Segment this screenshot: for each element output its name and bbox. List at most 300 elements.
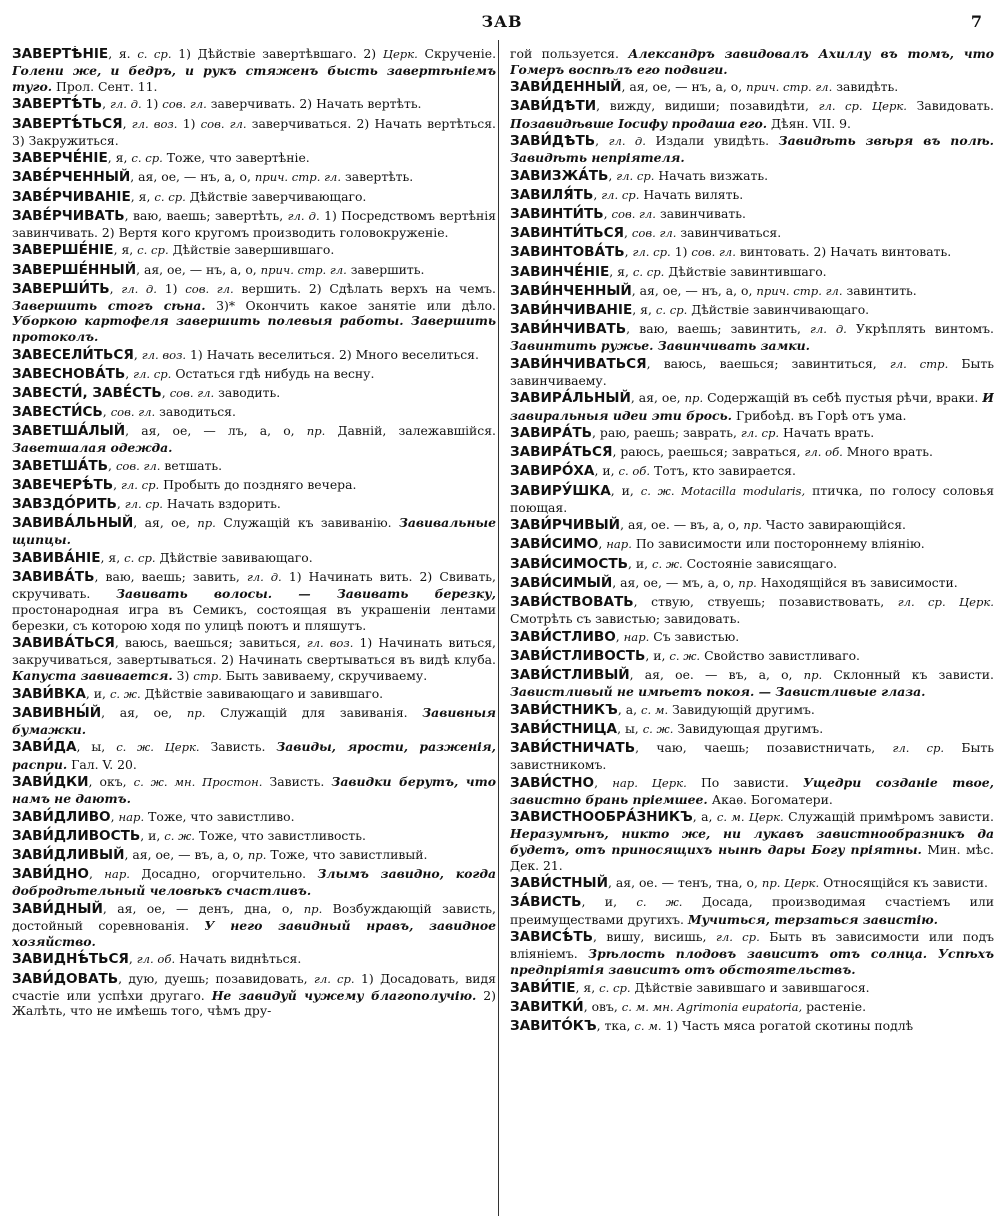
- definition-text: заводиться.: [155, 404, 236, 419]
- headword: ЗАВЕТША́ЛЫЙ: [12, 423, 126, 440]
- headword: ЗАВИ́ДНЫЙ: [12, 901, 103, 917]
- grammar-label: с. ср.: [655, 302, 688, 317]
- example-text: Мучиться, терзаться завистію.: [687, 911, 938, 927]
- grammar-label: гл. д.: [287, 208, 320, 223]
- grammar-label: гл. д.: [810, 321, 847, 336]
- grammar-label: гл. ср.: [616, 168, 655, 183]
- headword: ЗАВЕРШЕ́ННЫЙ: [12, 261, 137, 278]
- definition-text: ,: [608, 167, 617, 183]
- definition-text: Смотрѣть съ завистью; завидовать.: [510, 610, 741, 626]
- definition-text: ,: [603, 206, 612, 222]
- definition-text: Тоже, что завистливый.: [266, 847, 428, 863]
- headword: ЗАВИ́СИМО: [510, 536, 599, 553]
- grammar-label: прич. стр. гл.: [756, 283, 843, 298]
- definition-text: Начать врать.: [779, 425, 875, 441]
- definition-text: Зависть.: [199, 739, 277, 755]
- grammar-label: пр.: [684, 391, 704, 406]
- definition-text: Служащій для завиванія.: [205, 704, 423, 720]
- dictionary-entry: [12, 96, 496, 113]
- definition-text: Гал. V. 20.: [67, 756, 137, 772]
- dictionary-entry: [510, 536, 994, 553]
- dictionary-entry: [510, 390, 994, 423]
- example-text: Неразумѣнъ, никто же, ни лукавъ завистнообразникъ да будетъ, отъ приносящихъ нынѣ дары Богу пріятны.: [510, 826, 994, 857]
- dictionary-entry: [510, 740, 994, 773]
- dictionary-entry: [510, 264, 994, 281]
- grammar-label: с. об.: [618, 464, 651, 479]
- dictionary-entry: [12, 705, 496, 738]
- headword: ЗАВИЗЖА́ТЬ: [510, 167, 609, 184]
- headword: ЗАВЕРШИ́ТЬ: [12, 280, 110, 297]
- definition-text: , чаю, чаешь; позавистничать,: [635, 739, 893, 755]
- headword: ЗАВИ́ДѢТЬ: [510, 133, 596, 150]
- headword: ЗАВЕРТѢ́ТЬ: [12, 96, 103, 113]
- headword: ЗАВИ́СИМОСТЬ: [510, 555, 628, 572]
- headword: ЗАВИНТИ́ТЬСЯ: [510, 225, 625, 242]
- grammar-label: с. ж.: [636, 895, 683, 910]
- headword: ЗАВИ́СТЛИВО: [510, 628, 616, 645]
- grammar-label: с. ср.: [131, 151, 163, 166]
- headword: ЗАВИ́СТНО: [510, 774, 595, 791]
- headword: ЗАВИРО́ХА: [510, 463, 595, 480]
- definition-text: 3): [172, 667, 194, 683]
- grammar-label: с. ж. Церк.: [116, 740, 200, 755]
- grammar-label: гл. воз.: [141, 347, 187, 362]
- headword: ЗАВЕТША́ТЬ: [12, 457, 109, 474]
- definition-text: , я,: [107, 150, 132, 166]
- grammar-label: пр.: [306, 424, 326, 439]
- definition-text: , и,: [140, 828, 165, 843]
- example-text: Завиды, ярости, разженія, распри.: [12, 739, 496, 772]
- definition-text: 1): [177, 115, 201, 131]
- definition-text: Быть въ зависимости или подъ вліяніемъ.: [510, 929, 994, 962]
- dictionary-entry: [12, 477, 496, 494]
- grammar-label: гл. д.: [110, 97, 142, 112]
- definition-text: ,: [593, 187, 602, 202]
- headword: ЗАВИВА́ТЬСЯ: [12, 635, 115, 652]
- headword: ЗАВИ́ТІЕ: [510, 979, 576, 996]
- grammar-label: с. ж.: [669, 648, 701, 663]
- dictionary-entry: [510, 702, 994, 719]
- headword: ЗАВИ́СТЛИВОСТЬ: [510, 647, 646, 664]
- dictionary-entry: [510, 168, 994, 185]
- dictionary-entry: [510, 875, 994, 892]
- dictionary-entry: [12, 366, 496, 383]
- grammar-label: Церк.: [382, 47, 418, 61]
- dictionary-entry: [12, 150, 496, 167]
- running-head: ЗАВ: [481, 12, 523, 31]
- headword: ЗАВЕСТИ́, ЗАВЕ́СТЬ: [12, 384, 162, 401]
- definition-text: По зависти.: [686, 774, 803, 790]
- dictionary-entry: [510, 79, 994, 96]
- headword: ЗАВИНТИ́ТЬ: [510, 206, 604, 223]
- dictionary-entry: [510, 46, 994, 77]
- grammar-label: нар.: [104, 867, 130, 882]
- example-text: Александръ завидовалъ Ахиллу въ томъ, что Гомеръ воспѣлъ его подвиги.: [510, 46, 994, 77]
- definition-text: Находящійся въ зависимости.: [756, 574, 958, 590]
- definition-text: завинчивать.: [656, 206, 746, 222]
- headword: ЗАВЕСНОВА́ТЬ: [12, 365, 126, 382]
- dictionary-entry: [510, 302, 994, 319]
- grammar-label: сов. гл.: [169, 385, 215, 400]
- definition-text: , ваю, ваешь; завить,: [94, 569, 247, 585]
- definition-text: , раюсь, раешься; завраться,: [612, 444, 805, 460]
- example-text: Завивать волосы. — Завивать березку,: [116, 586, 496, 602]
- definition-text: ,: [125, 365, 134, 381]
- definition-text: Завидующій другимъ.: [668, 701, 815, 717]
- dictionary-entry: [12, 496, 496, 513]
- definition-text: Часто завирающійся.: [761, 517, 906, 533]
- headword: ЗАВИ́СТВОВАТЬ: [510, 593, 634, 610]
- grammar-label: гл. д.: [121, 281, 157, 296]
- headword: ЗАВИРА́ТЬ: [510, 425, 593, 442]
- dictionary-entry: [12, 866, 496, 899]
- headword: ЗАВИ́СТНИЧАТЬ: [510, 739, 636, 756]
- grammar-label: с. ж.: [642, 721, 674, 736]
- definition-text: Склонный къ зависти.: [822, 666, 994, 682]
- definition-text: ,: [128, 951, 137, 967]
- definition-text: , ваюсь, ваешься; завинтиться,: [646, 355, 890, 371]
- grammar-label: сов. гл.: [185, 281, 234, 296]
- dictionary-entry: [12, 116, 496, 149]
- definition-text: ,: [161, 384, 170, 400]
- definition-text: , и,: [594, 463, 619, 479]
- grammar-label: пр. Церк.: [761, 876, 820, 891]
- grammar-label: сов. гл.: [691, 245, 736, 260]
- dictionary-entry: [510, 444, 994, 461]
- example-text: Завистливый не имѣетъ покоя. — Завистливые глаза.: [510, 683, 926, 699]
- dictionary-entry: [510, 244, 994, 261]
- headword: ЗАВИДНѢ́ТЬСЯ: [12, 951, 129, 968]
- definition-text: Начать визжать.: [654, 167, 769, 183]
- headword: ЗАВИВА́ЛЬНЫЙ: [12, 515, 134, 532]
- definition-text: , вишу, висишь,: [592, 929, 716, 945]
- dictionary-entry: [12, 828, 496, 845]
- definition-text: , ая, ое,: [133, 515, 198, 531]
- dictionary-entry: [510, 929, 994, 977]
- definition-text: Дѣйствіе завивающаго.: [155, 550, 313, 565]
- grammar-label: гл. воз.: [131, 116, 178, 131]
- definition-text: , ая, ое, — денъ, дна, о,: [102, 901, 304, 916]
- dictionary-entry: [12, 169, 496, 186]
- dictionary-entry: [510, 1018, 994, 1035]
- definition-text: , ая, ое, — нъ, а, о,: [621, 79, 747, 95]
- definition-text: Дѣйствіе завинтившаго.: [664, 263, 827, 279]
- definition-text: , а,: [617, 701, 641, 717]
- definition-text: 1) Досадовать, видя счастіе или успѣхи другаго.: [12, 970, 496, 1003]
- grammar-label: с. ср.: [154, 189, 186, 204]
- grammar-label: с. ж.: [109, 686, 141, 701]
- definition-text: 1): [141, 96, 163, 112]
- dictionary-entry: [12, 458, 496, 475]
- dictionary-entry: [510, 648, 994, 665]
- definition-text: простонародная игра въ Семикъ, состоящая въ украшеніи лентами березки, съ которою ходя по улицѣ поютъ и пляшутъ.: [12, 601, 496, 633]
- grammar-label: пр.: [303, 902, 323, 916]
- definition-text: Возбуждающій зависть, достойный соревнованія.: [12, 901, 496, 934]
- definition-text: Тотъ, кто завирается.: [650, 463, 796, 479]
- definition-text: Служащій къ завиванію.: [215, 515, 399, 531]
- dictionary-entry: [510, 98, 994, 131]
- example-text: Заветшалая одежда.: [12, 440, 173, 456]
- headword: ЗАВИ́ДА: [12, 739, 77, 756]
- headword: ЗАВИНТОВА́ТЬ: [510, 244, 625, 261]
- grammar-label: гл. ср.: [121, 478, 160, 492]
- definition-text: Тоже, что завистливость.: [194, 828, 366, 843]
- page-number: 7: [970, 12, 982, 31]
- dictionary-entry: [12, 242, 496, 259]
- definition-text: Служащій примѣромъ зависти.: [783, 809, 994, 825]
- grammar-label: гл. об.: [804, 445, 843, 460]
- definition-text: 1) Начать веселиться. 2) Много веселиться.: [186, 346, 479, 362]
- right-column: [510, 46, 994, 1216]
- grammar-label: сов. гл.: [110, 405, 156, 419]
- dictionary-entry: [12, 208, 496, 241]
- definition-text: Начать вздорить.: [162, 496, 281, 512]
- dictionary-entry: [510, 463, 994, 480]
- headword: ЗАВИВА́ТЬ: [12, 569, 95, 586]
- definition-text: , окъ,: [88, 774, 134, 790]
- definition-text: ,: [122, 115, 132, 131]
- headword: ЗАВЕ́РЧИВАНІЕ: [12, 188, 131, 205]
- definition-text: Мин. мѣс. Дек. 21.: [510, 842, 994, 873]
- dictionary-entry: [12, 281, 496, 345]
- example-text: И завиральныя идеи эти брось.: [510, 390, 994, 423]
- dictionary-entry: [12, 262, 496, 279]
- definition-text: По зависимости или постороннему вліянію.: [631, 536, 925, 552]
- definition-text: 1) Начинать виться, закручиваться, завертываться. 2) Начинать свертываться въ видѣ клуба.: [12, 635, 496, 668]
- dictionary-entry: [510, 187, 994, 204]
- definition-text: ,: [109, 280, 122, 296]
- grammar-label: прич. стр. гл.: [746, 80, 833, 95]
- dictionary-entry: [510, 206, 994, 223]
- example-text: У него завидный нравъ, завидное хозяйство.: [12, 918, 496, 949]
- grammar-label: с. ср.: [124, 551, 156, 565]
- definition-text: ,: [133, 346, 142, 362]
- definition-text: заводить.: [214, 384, 281, 400]
- definition-text: Быть завиваему, скручиваему.: [221, 667, 428, 683]
- definition-text: , ая, ое, — лъ, а, о,: [125, 423, 307, 439]
- dictionary-entry: [12, 901, 496, 949]
- headword: ЗАВИРА́ТЬСЯ: [510, 444, 613, 461]
- headword: ЗАВИ́ВКА: [12, 685, 86, 702]
- definition-text: ,: [102, 96, 111, 112]
- definition-text: Дѣйствіе завившаго и завившагося.: [630, 979, 870, 995]
- definition-text: ветшать.: [160, 457, 223, 473]
- definition-text: Тоже, что завертѣніе.: [162, 150, 310, 166]
- headword: ЗАВИВА́НІЕ: [12, 550, 101, 566]
- example-text: Завивныя бумажки.: [12, 704, 496, 737]
- dictionary-entry: [510, 809, 994, 873]
- definition-text: , ая, ое, — нъ, а, о,: [631, 282, 757, 298]
- headword: ЗАВЕРТѢ́ТЬСЯ: [12, 115, 123, 132]
- grammar-label: нар.: [606, 537, 632, 552]
- headword: ЗАВИ́СТНЫЙ: [510, 875, 609, 892]
- dictionary-entry: [12, 385, 496, 402]
- definition-text: , и,: [610, 482, 641, 498]
- grammar-label: стр.: [193, 668, 222, 683]
- grammar-label: сов. гл.: [115, 458, 161, 473]
- definition-text: , я,: [113, 242, 138, 258]
- grammar-label: нар. Церк.: [612, 775, 687, 790]
- definition-text: , ы,: [617, 720, 643, 736]
- example-text: Голени же, и бедръ, и рукъ стяженъ бысть завертѣніемъ туго.: [12, 63, 496, 94]
- grammar-label: с. ср.: [137, 47, 172, 61]
- example-text: Не завидуй чужему благополучію.: [211, 987, 477, 1003]
- headword: ЗАВИРА́ЛЬНЫЙ: [510, 390, 631, 407]
- grammar-label: с. ж.: [164, 829, 195, 843]
- definition-text: 1) Часть мяса рогатой скотины подлѣ: [661, 1017, 914, 1033]
- left-column: [12, 46, 496, 1216]
- dictionary-entry: [12, 635, 496, 683]
- dictionary-entry: [12, 569, 496, 633]
- headword: ЗАВИ́НЧЕННЫЙ: [510, 282, 632, 299]
- definition-text: завертѣть.: [341, 169, 414, 185]
- headword: ЗАВИРУ́ШКА: [510, 482, 611, 499]
- definition-text: Дѣян. VII. 9.: [767, 115, 851, 131]
- definition-text: , я,: [100, 550, 125, 565]
- grammar-label: гл. ср. Церк.: [818, 99, 907, 114]
- grammar-label: гл. воз.: [306, 636, 354, 651]
- definition-text: Завидующая другимъ.: [673, 720, 824, 736]
- definition-text: Скрученіе.: [417, 46, 496, 61]
- example-text: Злымъ завидно, когда добродѣтельный человѣкъ счастливъ.: [12, 866, 496, 899]
- definition-text: , ая, ое, — мъ, а, о,: [612, 574, 739, 590]
- definition-text: , овъ,: [583, 998, 622, 1014]
- dictionary-entry: [510, 980, 994, 997]
- definition-text: , ствую, ствуешь; позавиствовать,: [633, 593, 898, 609]
- definition-text: Состояніе зависящаго.: [682, 555, 838, 571]
- headword: ЗАВИ́ДЛИВО: [12, 808, 111, 825]
- definition-text: ,: [108, 457, 116, 473]
- grammar-label: гл. стр.: [889, 356, 949, 371]
- definition-text: Остаться гдѣ нибудь на весну.: [171, 365, 375, 381]
- page-header: [0, 12, 1004, 36]
- definition-text: завинчиваться.: [676, 225, 782, 241]
- definition-text: Дѣйствіе завивающаго и завившаго.: [140, 685, 384, 701]
- grammar-label: сов. гл.: [611, 207, 656, 222]
- definition-text: , и,: [645, 647, 670, 663]
- definition-text: 1) Дѣйствіе завертѣвшаго. 2): [171, 46, 383, 61]
- grammar-label: гл. ср.: [632, 245, 671, 260]
- definition-text: Завидовать.: [906, 98, 994, 114]
- headword: ЗАВИВНЫ́Й: [12, 704, 102, 721]
- definition-text: Съ завистью.: [649, 628, 740, 644]
- definition-text: , ая, ое, — нъ, а, о,: [130, 169, 255, 185]
- grammar-label: с. м.: [640, 702, 669, 717]
- grammar-label: пр.: [743, 518, 762, 533]
- definition-text: Быть завинчиваему.: [510, 355, 994, 388]
- definition-text: вершить. 2) Сдѣлать верхъ на чемъ.: [233, 280, 496, 296]
- definition-text: Пробыть до поздняго вечера.: [159, 477, 357, 492]
- grammar-label: с. ж. мн. Простон.: [133, 775, 263, 790]
- grammar-label: гл. об.: [136, 952, 176, 967]
- headword: ЗАВИСТНООБРА́ЗНИКЪ: [510, 809, 693, 826]
- definition-text: , вижду, видиши; позавидѣти,: [596, 98, 819, 114]
- definition-text: Прол. Сент. 11.: [52, 78, 158, 94]
- headword: ЗАВИ́НЧИВАТЬ: [510, 320, 627, 337]
- definition-text: Досадно, огорчительно.: [129, 866, 318, 882]
- dictionary-entry: [12, 404, 496, 421]
- dictionary-entry: [510, 894, 994, 927]
- grammar-label: гл. ср. Церк.: [897, 594, 994, 609]
- headword: ЗАВИТО́КЪ: [510, 1017, 597, 1034]
- dictionary-entry: [510, 999, 994, 1016]
- grammar-label: прич. стр. гл.: [260, 262, 347, 277]
- dictionary-entry: [510, 721, 994, 738]
- headword: ЗАВЕ́РЧЕННЫЙ: [12, 169, 131, 186]
- grammar-label: с. м. мн. Agrimonia eupatoria,: [621, 999, 803, 1014]
- definition-text: , ая, ое, — нъ, а, о,: [136, 261, 261, 277]
- dictionary-entry: [510, 594, 994, 627]
- definition-text: , раю, раешь; заврать,: [592, 425, 741, 441]
- definition-text: гой пользуется.: [510, 46, 629, 61]
- grammar-label: сов. гл.: [200, 116, 247, 131]
- definition-text: 1) Начинать вить. 2) Свивать, скручивать.: [12, 569, 496, 602]
- definition-text: Много врать.: [842, 444, 933, 460]
- definition-text: заверчиваться. 2) Начать вертѣться. 3) Закружиться.: [12, 115, 496, 148]
- definition-text: завидѣть.: [832, 79, 899, 95]
- definition-text: Быть завистникомъ.: [510, 739, 994, 772]
- dictionary-entry: [510, 483, 994, 516]
- headword: ЗАВИ́ДЛИВОСТЬ: [12, 828, 141, 844]
- definition-text: ,: [116, 496, 125, 512]
- definition-text: завинтить.: [842, 282, 917, 298]
- grammar-label: гл. ср.: [716, 930, 760, 945]
- definition-text: ,: [624, 225, 632, 241]
- definition-text: Издали увидѣть.: [645, 133, 779, 149]
- dictionary-entry: [12, 686, 496, 703]
- dictionary-entry: [510, 321, 994, 354]
- example-text: Ущедри созданіе твое, завистно брань пріемшее.: [510, 774, 994, 807]
- grammar-label: нар.: [118, 809, 145, 824]
- definition-text: завершить.: [346, 261, 425, 277]
- grammar-label: с. ж. Motacilla modularis,: [640, 483, 806, 498]
- definition-text: Начать виднѣться.: [175, 951, 302, 967]
- dictionary-entry: [12, 971, 496, 1019]
- dictionary-entry: [12, 423, 496, 456]
- headword: ЗАВИСѢ́ТЬ: [510, 929, 593, 946]
- definition-text: 1): [156, 280, 186, 296]
- definition-text: , я,: [130, 188, 155, 204]
- example-text: Зрѣлость плодовъ зависитъ отъ солнца. Успѣхъ предпріятія зависитъ отъ обстоятельствъ.: [510, 946, 994, 977]
- grammar-label: пр.: [186, 705, 206, 720]
- grammar-label: гл. ср.: [740, 426, 780, 441]
- grammar-label: нар.: [623, 629, 650, 644]
- grammar-label: с. ср.: [599, 980, 631, 995]
- example-text: Завершить стогъ сѣна.: [12, 297, 206, 313]
- example-text: Позавидѣвше Іосифу продаша его.: [510, 115, 768, 131]
- definition-text: 3)* Окончить какое занятіе или дѣло.: [205, 297, 496, 313]
- headword: ЗАВИ́ДѢТИ: [510, 98, 597, 115]
- definition-text: , ая, ое. — въ, а, о,: [620, 517, 744, 533]
- definition-text: , я,: [632, 301, 656, 317]
- definition-text: , ая, ое,: [630, 390, 685, 406]
- grammar-label: с. ср.: [632, 264, 665, 279]
- definition-text: ,: [88, 866, 105, 882]
- dictionary-entry: [510, 575, 994, 592]
- headword: ЗА́ВИСТЬ: [510, 894, 582, 911]
- grammar-label: гл. ср.: [892, 740, 945, 755]
- definition-text: растеніе.: [802, 998, 867, 1014]
- dictionary-entry: [510, 356, 994, 389]
- example-text: Капуста завивается.: [12, 667, 173, 683]
- definition-text: , ваю, ваешь; завинтить,: [626, 320, 811, 336]
- definition-text: Грибоѣд. въ Горѣ отъ ума.: [732, 407, 907, 423]
- example-text: Завидки берутъ, что намъ не даютъ.: [12, 774, 496, 807]
- definition-text: винтовать. 2) Начать винтовать.: [735, 244, 952, 260]
- definition-text: , ы,: [76, 739, 117, 755]
- definition-text: , я,: [575, 979, 600, 995]
- dictionary-entry: [510, 667, 994, 700]
